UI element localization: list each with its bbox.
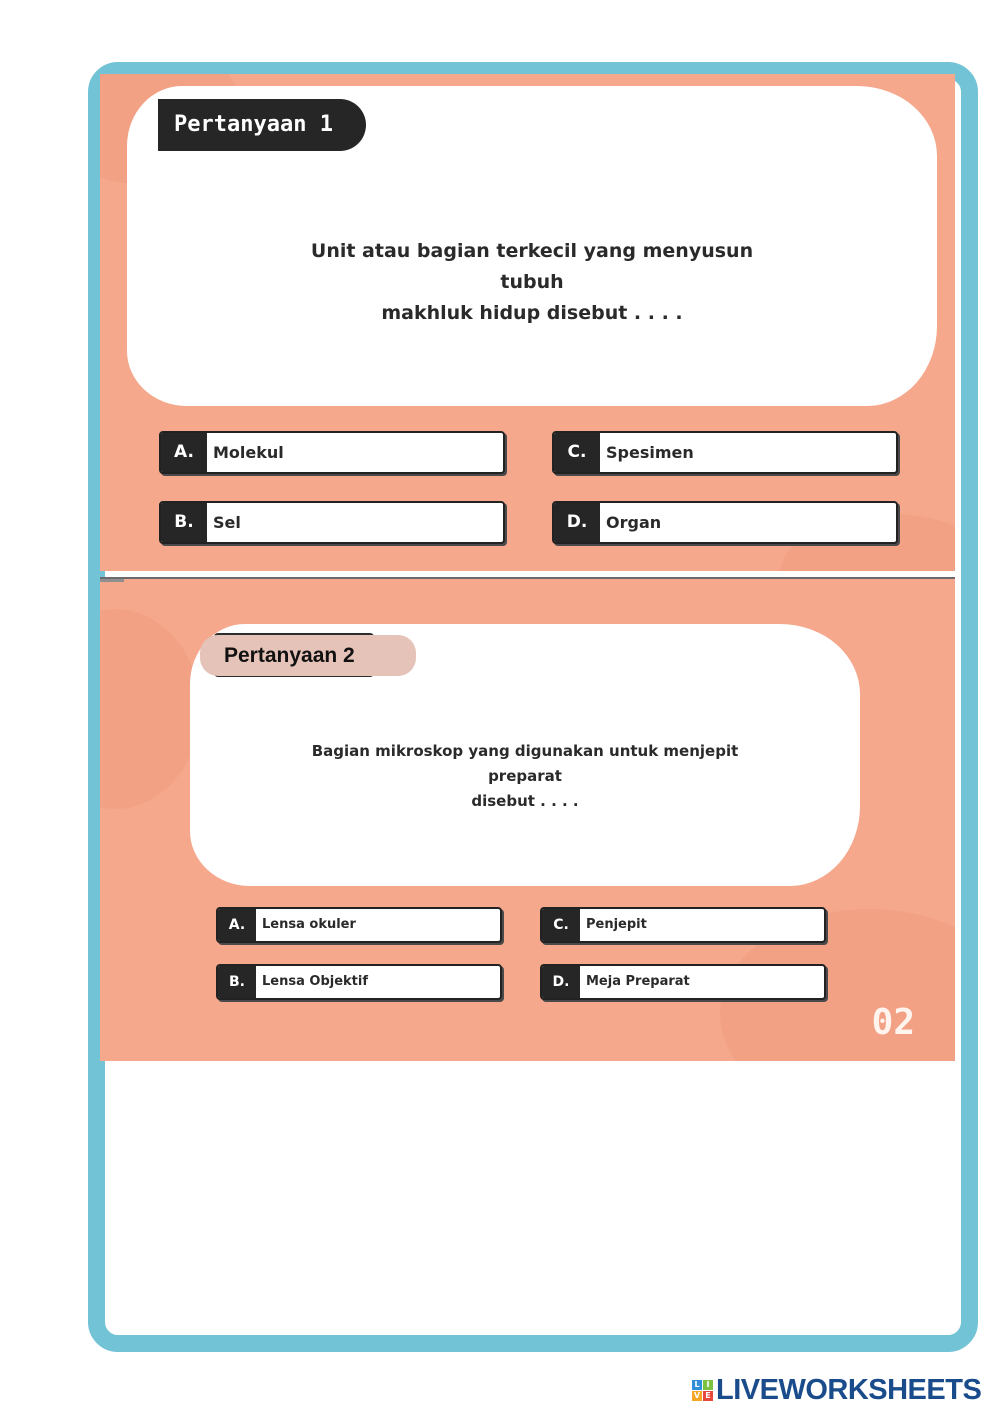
question-1-slide <box>100 74 955 571</box>
option-letter: D. <box>542 966 580 998</box>
question-2-slide <box>100 577 955 1061</box>
background-blob <box>100 609 200 809</box>
answer-option-c[interactable] <box>540 907 826 943</box>
question-label: Pertanyaan 1 <box>158 99 366 151</box>
answer-option-d[interactable] <box>552 501 898 544</box>
logo-icon <box>692 1380 713 1401</box>
question-text-line: makhluk hidup disebut . . . . <box>381 302 683 324</box>
answer-option-a[interactable] <box>216 907 502 943</box>
page-number: 02 <box>871 1002 915 1043</box>
option-text: Lensa Objektif <box>262 974 368 989</box>
question-text-line: Unit atau bagian terkecil yang menyusun tubuh <box>310 240 754 293</box>
question-text <box>127 236 937 329</box>
option-letter: C. <box>542 909 580 941</box>
option-text: Meja Preparat <box>586 974 690 989</box>
divider-mark <box>100 578 124 582</box>
option-letter: B. <box>218 966 256 998</box>
question-label: Pertanyaan 2 <box>200 635 416 676</box>
question-text <box>190 739 860 814</box>
answer-option-d[interactable] <box>540 964 826 1000</box>
logo-text: LIVEWORKSHEETS <box>716 1374 982 1406</box>
answer-option-c[interactable] <box>552 431 898 474</box>
logo-letter: I <box>703 1380 713 1390</box>
question-text-line: Bagian mikroskop yang digunakan untuk menjepit preparat <box>311 742 739 785</box>
option-text: Sel <box>213 513 241 532</box>
option-text: Penjepit <box>586 917 647 932</box>
option-text: Spesimen <box>606 443 694 462</box>
option-letter: A. <box>218 909 256 941</box>
option-text: Molekul <box>213 443 284 462</box>
logo-letter: E <box>703 1391 713 1401</box>
option-letter: D. <box>554 503 600 542</box>
option-letter: C. <box>554 433 600 472</box>
option-text: Lensa okuler <box>262 917 356 932</box>
answer-option-a[interactable] <box>159 431 505 474</box>
logo-letter: V <box>693 1391 701 1400</box>
logo-letter: L <box>692 1380 702 1390</box>
option-text: Organ <box>606 513 662 532</box>
option-letter: A. <box>161 433 207 472</box>
answer-option-b[interactable] <box>159 501 505 544</box>
question-text-line: disebut . . . . <box>471 792 579 810</box>
answer-option-b[interactable] <box>216 964 502 1000</box>
option-letter: B. <box>161 503 207 542</box>
liveworksheets-logo[interactable] <box>692 1374 981 1407</box>
